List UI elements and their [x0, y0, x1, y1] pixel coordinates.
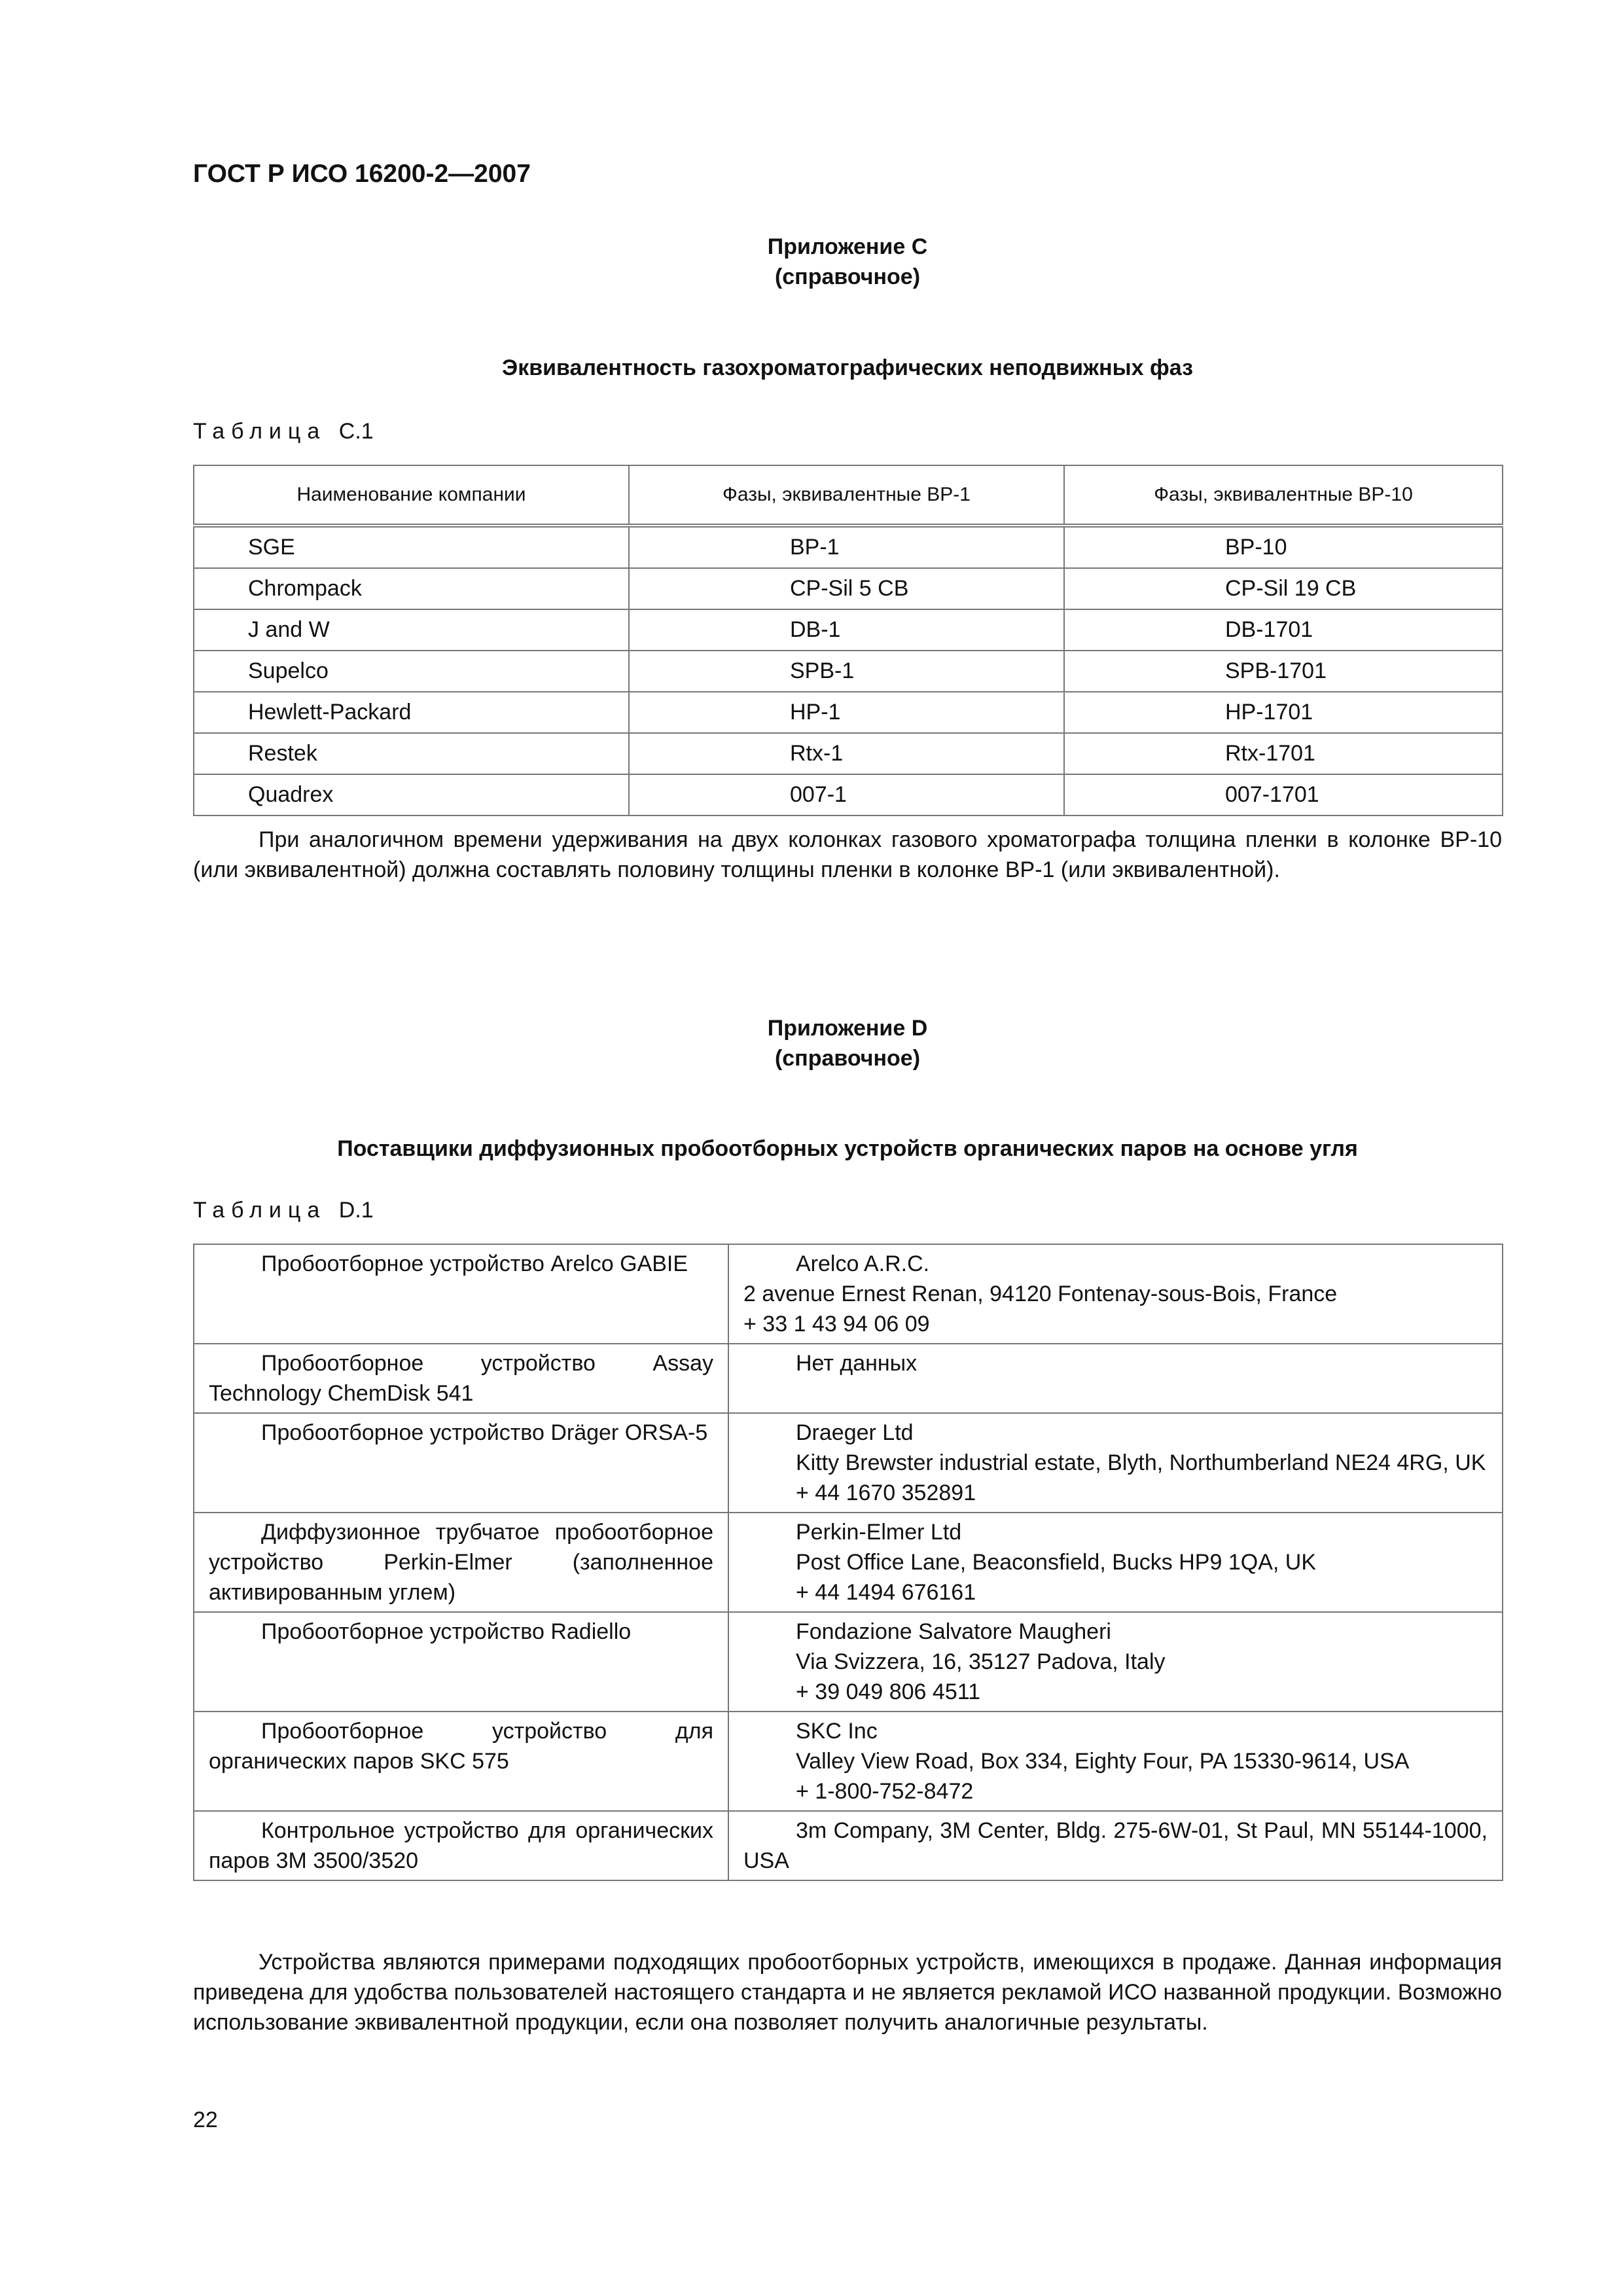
page-number: 22 [193, 2108, 218, 2132]
header-company: Наименование компании [194, 465, 629, 526]
bp1-phase-cell: BP-1 [629, 526, 1064, 568]
annex-d-title [0, 1013, 1623, 1073]
bp1-phase-cell: CP-Sil 5 CB [629, 568, 1064, 609]
device-cell: Контрольное устройство для органических паров 3M 3500/3520 [194, 1811, 728, 1880]
header-bp1-phases: Фазы, эквивалентные ВР-1 [629, 465, 1064, 526]
table-row [194, 1612, 1503, 1712]
device-cell: Пробоотборное устройство Dräger ORSA-5 [194, 1413, 728, 1513]
annex-d-subtitle: (справочное) [774, 1046, 921, 1071]
supplier-name: Arelco A.R.C. [796, 1251, 930, 1276]
device-cell: Пробоотборное устройство Radiello [194, 1612, 728, 1712]
supplier-address: Kitty Brewster industrial estate, Blyth, Northumberland NE24 4RG, UK [796, 1450, 1486, 1475]
table-row [194, 568, 1503, 609]
annex-c-heading: Приложение С [767, 234, 928, 259]
table-d1-caption-number: D.1 [338, 1198, 374, 1223]
table-row [194, 1811, 1503, 1880]
supplier-phone: + 44 1670 352891 [796, 1480, 976, 1505]
bp1-phase-cell: HP-1 [629, 692, 1064, 733]
table-row [194, 1413, 1503, 1513]
supplier-address: Valley View Road, Box 334, Eighty Four, PA 15330-9614, USA [796, 1749, 1410, 1774]
table-row [194, 609, 1503, 651]
table-d1-caption [193, 1198, 374, 1223]
annex-d-note: Устройства являются примерами подходящих пробоотборных устройств, имеющихся в продаже. Данная информация приведена для удобства пользователей настоящего стандарта и не является рекламой ИСО названной продукции. Возможно использование эквивалентной продукции, если она позволяет получить аналогичные результаты. [193, 1950, 1502, 2035]
table-c1-caption [193, 419, 374, 444]
table-row [194, 1344, 1503, 1413]
annex-c-title [0, 232, 1623, 292]
annex-d-heading: Приложение D [767, 1016, 928, 1041]
company-cell: SGE [194, 526, 629, 568]
device-cell: Пробоотборное устройство для органических паров SKC 575 [194, 1712, 728, 1811]
supplier-address: Via Svizzera, 16, 35127 Padova, Italy [796, 1649, 1166, 1674]
bp10-phase-cell: BP-10 [1064, 526, 1503, 568]
bp10-phase-cell: HP-1701 [1064, 692, 1503, 733]
annex-c-subtitle: (справочное) [774, 264, 921, 289]
supplier-phone: + 1-800-752-8472 [796, 1779, 974, 1804]
table-row [194, 1244, 1503, 1344]
table-row [194, 774, 1503, 816]
supplier-cell [728, 1413, 1503, 1513]
table-row [194, 1712, 1503, 1811]
annex-c-section-title: Эквивалентность газохроматографических неподвижных фаз [502, 355, 1193, 380]
device-cell: Пробоотборное устройство Arelco GABIE [194, 1244, 728, 1344]
supplier-address: 2 avenue Ernest Renan, 94120 Fontenay-sous-Bois, France [743, 1282, 1338, 1306]
supplier-name: Perkin-Elmer Ltd [796, 1520, 962, 1545]
table-c1-caption-word: Таблица [193, 419, 327, 444]
table-header-row [194, 465, 1503, 526]
company-cell: J and W [194, 609, 629, 651]
company-cell: Hewlett-Packard [194, 692, 629, 733]
company-cell: Chrompack [194, 568, 629, 609]
table-d1-caption-word: Таблица [193, 1198, 327, 1223]
supplier-cell [728, 1612, 1503, 1712]
device-cell: Пробоотборное устройство Assay Technology ChemDisk 541 [194, 1344, 728, 1413]
table-c1 [193, 465, 1503, 816]
supplier-phone: + 33 1 43 94 06 09 [743, 1312, 930, 1336]
header-bp10-phases: Фазы, эквивалентные ВР-10 [1064, 465, 1503, 526]
bp10-phase-cell: Rtx-1701 [1064, 733, 1503, 774]
supplier-name: Draeger Ltd [796, 1420, 914, 1445]
device-cell: Диффузионное трубчатое пробоотборное устройство Perkin-Elmer (заполненное активированным углем) [194, 1513, 728, 1612]
supplier-cell [728, 1712, 1503, 1811]
supplier-name: Fondazione Salvatore Maugheri [796, 1619, 1111, 1644]
supplier-name: SKC Inc [796, 1719, 878, 1744]
supplier-phone: + 44 1494 676161 [796, 1580, 976, 1605]
table-row [194, 1513, 1503, 1612]
table-row [194, 526, 1503, 568]
table-row [194, 692, 1503, 733]
supplier-address: Post Office Lane, Beaconsfield, Bucks HP9 1QA, UK [796, 1550, 1316, 1575]
supplier-phone: + 39 049 806 4511 [796, 1679, 981, 1704]
annex-d-section-title: Поставщики диффузионных пробоотборных устройств органических паров на основе угля [337, 1136, 1358, 1161]
supplier-name: Нет данных [796, 1351, 918, 1376]
bp1-phase-cell: Rtx-1 [629, 733, 1064, 774]
company-cell: Quadrex [194, 774, 629, 816]
company-cell: Supelco [194, 651, 629, 692]
company-cell: Restek [194, 733, 629, 774]
page-header: ГОСТ Р ИСО 16200-2—2007 [193, 160, 531, 188]
table-d1 [193, 1244, 1503, 1881]
table-row [194, 733, 1503, 774]
bp10-phase-cell: SPB-1701 [1064, 651, 1503, 692]
bp1-phase-cell: 007-1 [629, 774, 1064, 816]
supplier-cell: 3m Company, 3M Center, Bldg. 275-6W-01, St Paul, MN 55144-1000, USA [728, 1811, 1503, 1880]
table-row [194, 651, 1503, 692]
annex-c-note: При аналогичном времени удерживания на двух колонках газового хроматографа толщина пленки в колонке ВР-10 (или эквивалентной) должна составлять половину толщины пленки в колонке ВР-1 (или эквивалентной). [193, 827, 1502, 882]
bp1-phase-cell: DB-1 [629, 609, 1064, 651]
supplier-cell [728, 1513, 1503, 1612]
bp1-phase-cell: SPB-1 [629, 651, 1064, 692]
bp10-phase-cell: 007-1701 [1064, 774, 1503, 816]
table-c1-caption-number: С.1 [338, 419, 374, 444]
supplier-cell [728, 1244, 1503, 1344]
supplier-cell [728, 1344, 1503, 1413]
bp10-phase-cell: DB-1701 [1064, 609, 1503, 651]
bp10-phase-cell: CP-Sil 19 CB [1064, 568, 1503, 609]
